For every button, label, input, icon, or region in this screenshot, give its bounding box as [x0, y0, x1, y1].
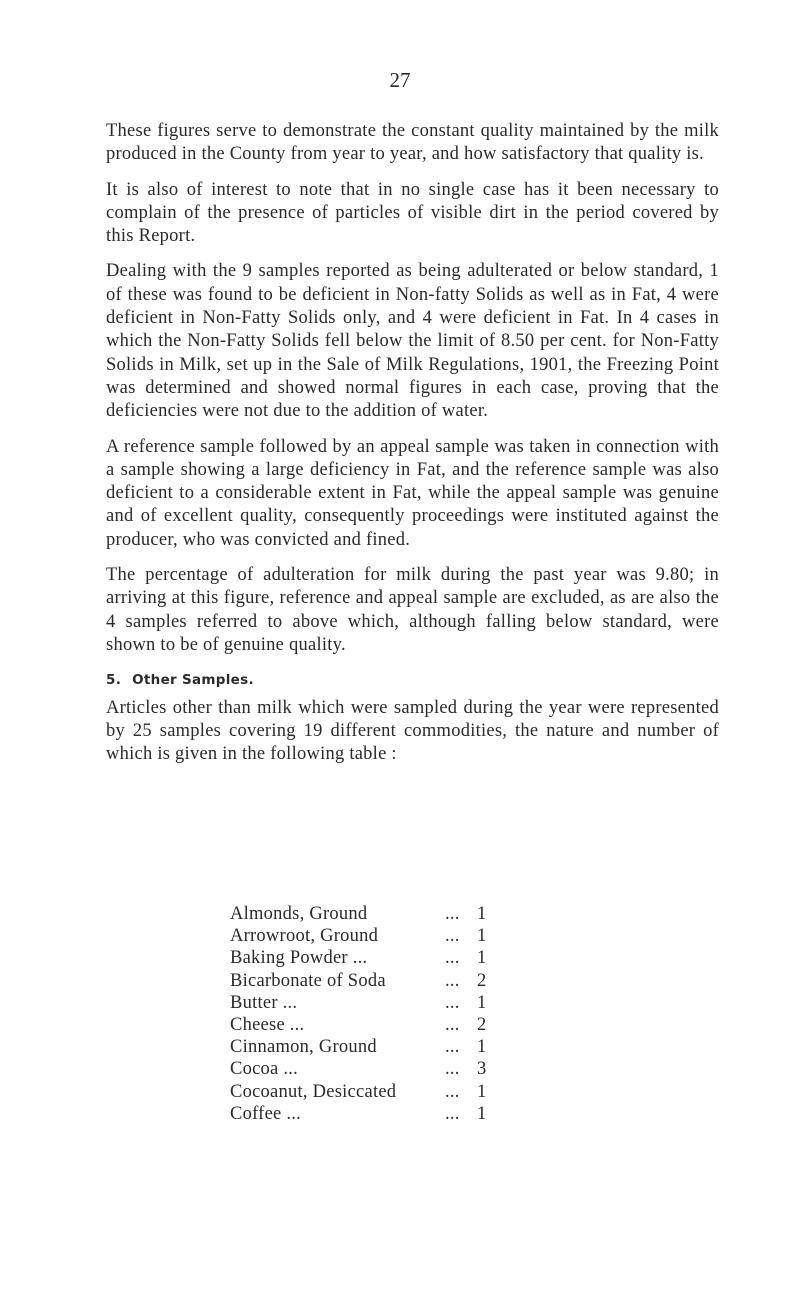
section-heading — [106, 669, 719, 692]
leader-dots: ... — [445, 1081, 460, 1102]
table-row — [230, 1058, 510, 1080]
commodity-count: 1 — [477, 1103, 487, 1124]
commodity-name: Almonds, Ground — [230, 904, 368, 924]
commodity-name: Cocoanut, Desiccated — [230, 1081, 397, 1102]
paragraph-adulteration-percentage: The percentage of adulteration for milk during the past year was 9.80; in arriving at this figure, reference and appeal sample are excluded, as are also the 4 samples referred to above which, although falling below standard, were shown to be of genuine quality. — [106, 565, 719, 655]
commodity-name: Cheese ... — [230, 1015, 305, 1036]
paragraph-milk-quality: These figures serve to demonstrate the constant quality maintained by the milk produced in the County from year to year, and how satisfactory that quality is. — [106, 121, 719, 165]
leader-dots: ... — [445, 904, 460, 924]
leader-dots: ... — [445, 992, 460, 1013]
table-row — [230, 925, 510, 947]
commodity-count: 1 — [477, 926, 487, 947]
commodity-count: 1 — [477, 1081, 487, 1102]
table-row — [230, 1014, 510, 1036]
commodity-name: Cinnamon, Ground — [230, 1037, 377, 1058]
commodity-name: Butter ... — [230, 992, 298, 1013]
leader-dots: ... — [445, 948, 460, 969]
section-title: Other Samples. — [132, 672, 254, 689]
table-row — [230, 992, 510, 1014]
commodity-name: Cocoa ... — [230, 1059, 299, 1080]
leader-dots: ... — [445, 926, 460, 947]
table-row — [230, 1103, 510, 1125]
page-number: 27 — [389, 68, 411, 92]
table-row — [230, 903, 510, 925]
paragraph-adulterated-samples: Dealing with the 9 samples reported as being adulterated or below standard, 1 of these was found to be deficient in Non-fatty Solids as well as in Fat, 4 were deficient in Non-Fatty Solids only, and 4 were deficient in Fat. In 4 cases in which the Non-Fatty Solids fell below the limit of 8.50 per cent. for Non-Fatty Solids in Milk, set up in the Sale of Milk Regulations, 1901, the Freezing Point was determined and showed normal figures in each case, proving that the deficiencies were not due to the addition of water. — [106, 261, 719, 422]
commodity-count: 2 — [477, 970, 487, 991]
commodity-count: 1 — [477, 904, 487, 924]
commodity-count: 1 — [477, 1037, 487, 1058]
leader-dots: ... — [445, 970, 460, 991]
leader-dots: ... — [445, 1059, 460, 1080]
table-row — [230, 1036, 510, 1058]
paragraph-other-samples-intro: Articles other than milk which were sampled during the year were represented by 25 samples covering 19 different commodities, the nature and number of which is given in the following table : — [106, 697, 719, 765]
section-number: 5. — [106, 672, 122, 689]
table-row — [230, 947, 510, 969]
commodity-name: Arrowroot, Ground — [230, 926, 379, 947]
paragraph-visible-dirt: It is also of interest to note that in no single case has it been necessary to complain of the presence of particles of visible dirt in the period covered by this Report. — [106, 179, 719, 247]
table-row — [230, 1081, 510, 1103]
commodity-count: 3 — [477, 1059, 487, 1080]
commodity-count: 1 — [477, 992, 487, 1013]
leader-dots: ... — [445, 1103, 460, 1124]
commodity-table — [230, 903, 510, 1125]
commodity-name: Coffee ... — [230, 1103, 301, 1124]
document-body — [106, 120, 719, 778]
leader-dots: ... — [445, 1015, 460, 1036]
commodity-name: Bicarbonate of Soda — [230, 970, 386, 991]
paragraph-reference-sample: A reference sample followed by an appeal sample was taken in connection with a sample showing a large deficiency in Fat, and the reference sample was also deficient to a considerable extent in Fat, while the appeal sample was genuine and of excellent quality, consequently proceedings were instituted against the producer, who was convicted and fined. — [106, 436, 719, 550]
table-row — [230, 970, 510, 992]
commodity-count: 1 — [477, 948, 487, 969]
leader-dots: ... — [445, 1037, 460, 1058]
commodity-name: Baking Powder ... — [230, 948, 368, 969]
commodity-count: 2 — [477, 1015, 487, 1036]
